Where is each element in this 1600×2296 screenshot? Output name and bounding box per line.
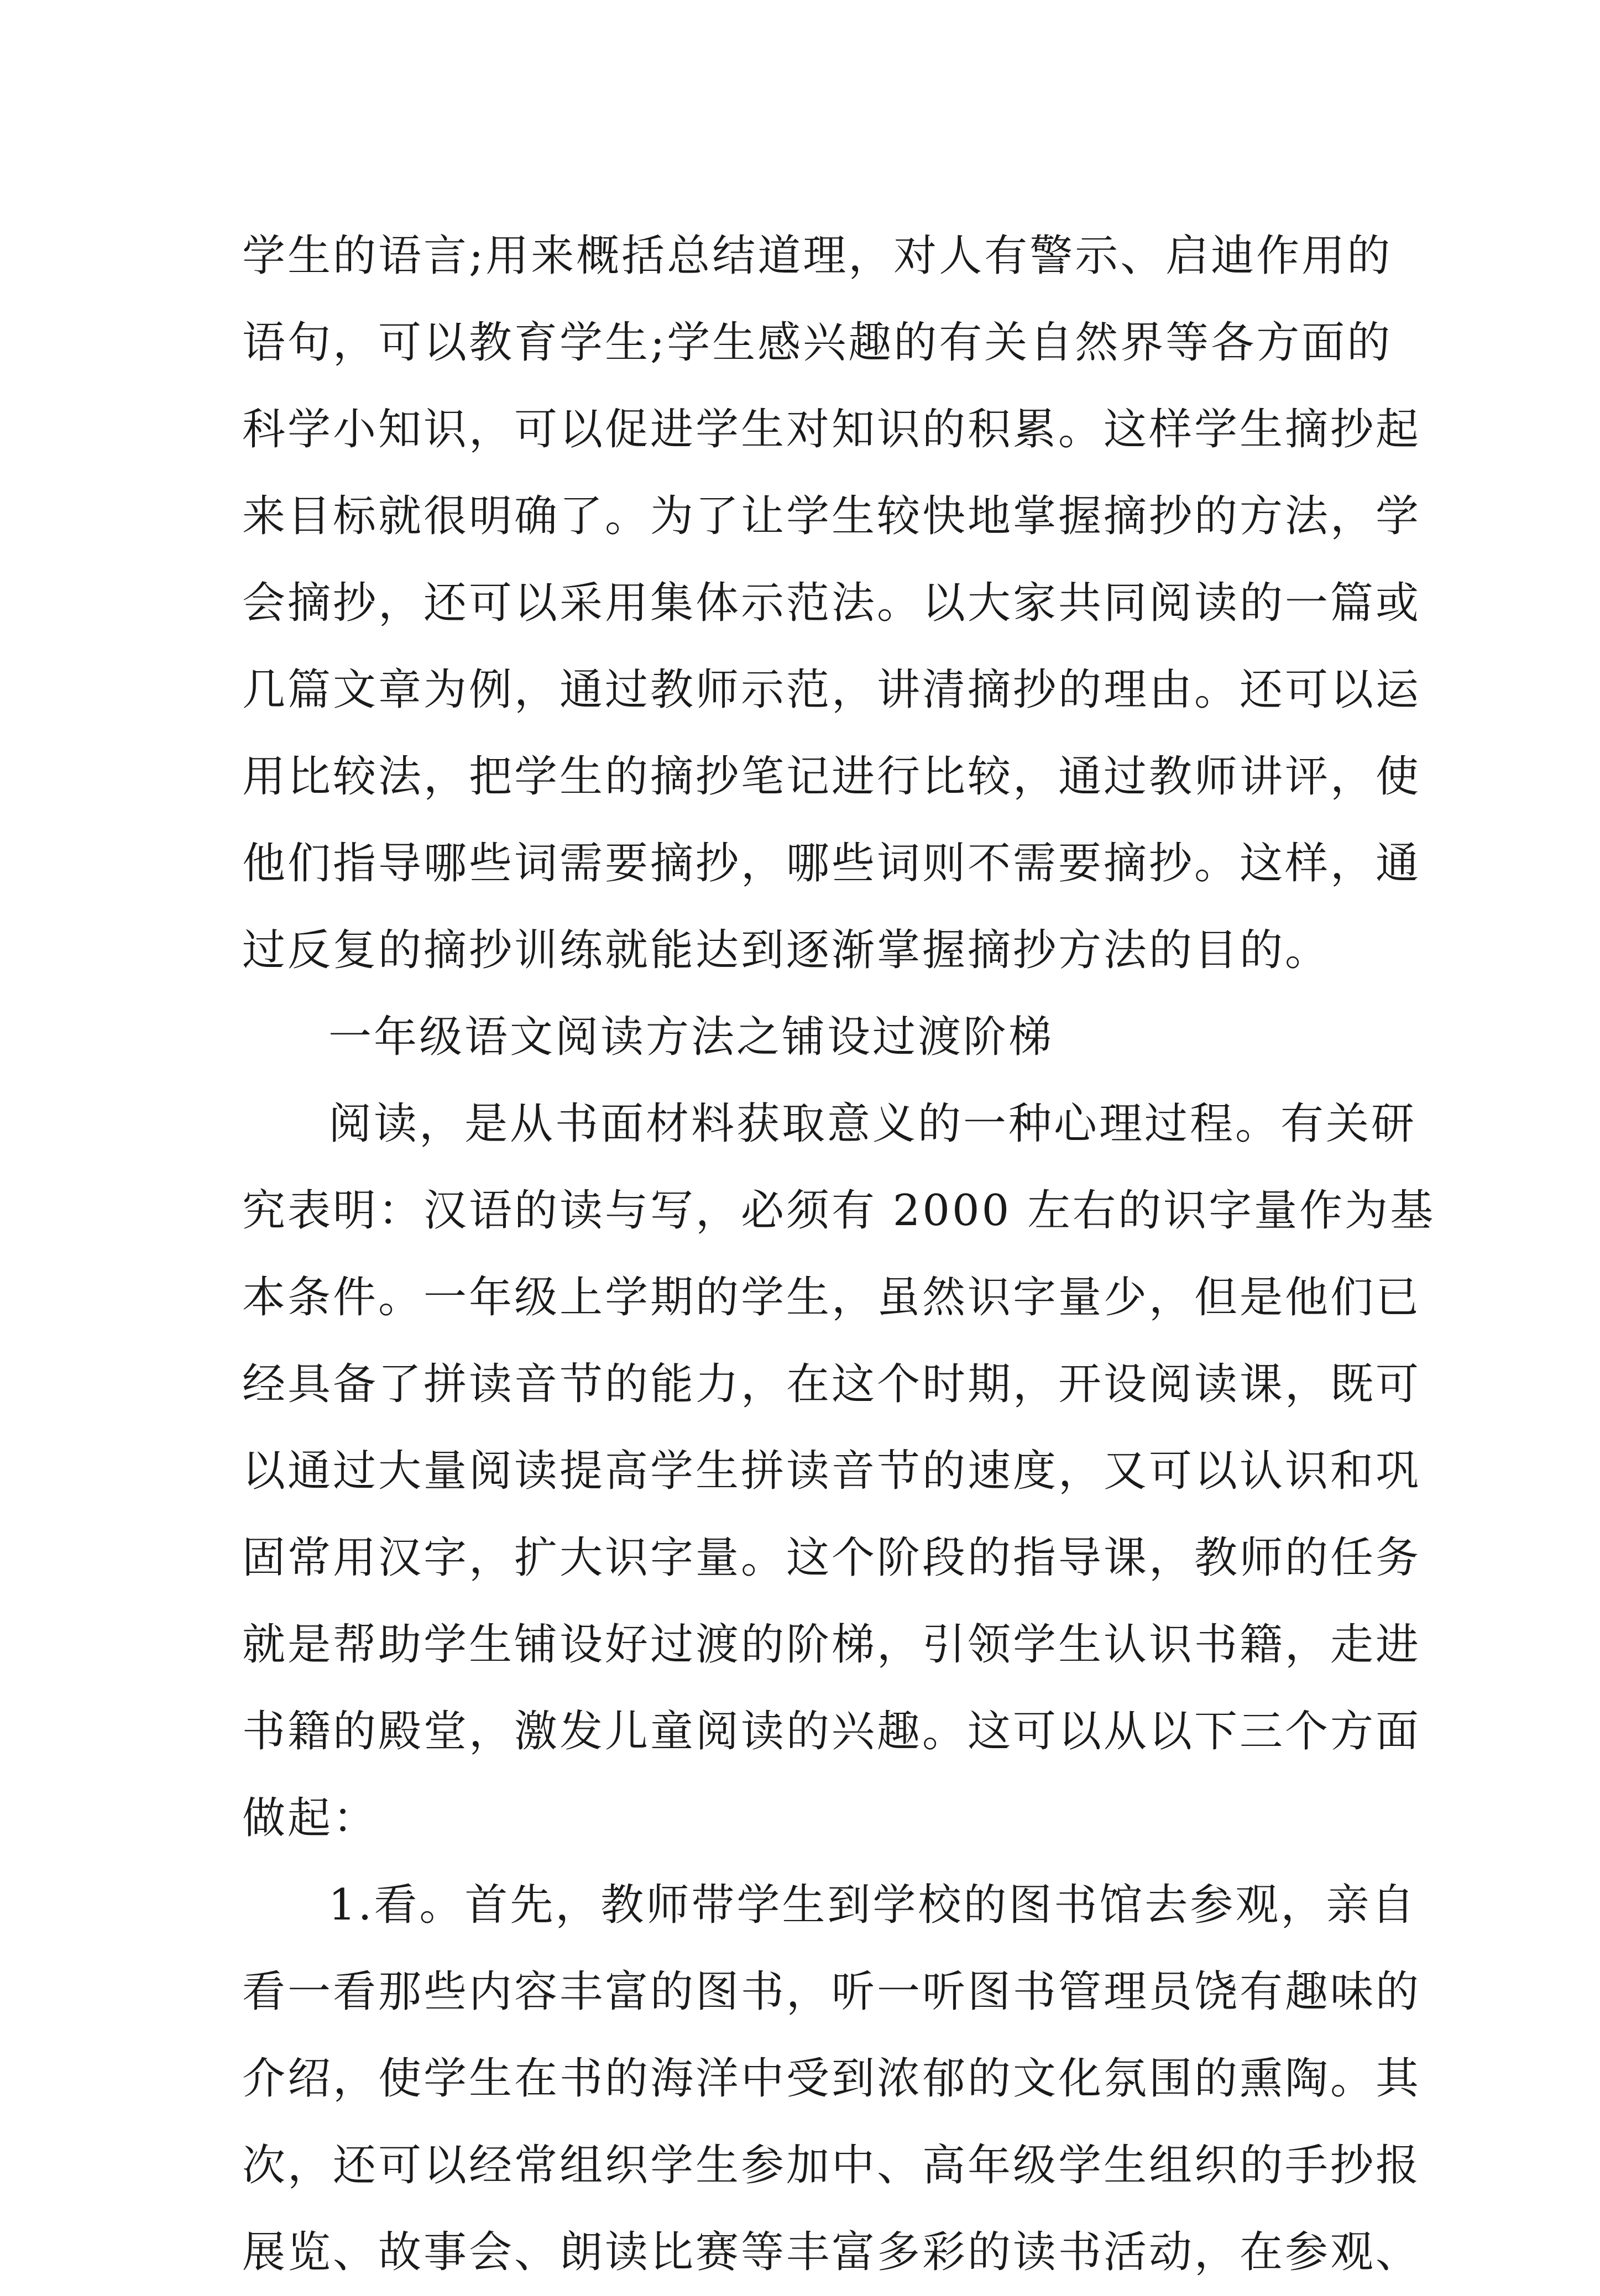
text-line: 过反复的摘抄训练就能达到逐渐掌握摘抄方法的目的。: [242, 925, 1331, 975]
text-line: 看一看那些内容丰富的图书，听一听图书管理员饶有趣味的: [242, 1967, 1421, 2017]
text-line: 展览、故事会、朗读比赛等丰富多彩的读书活动，在参观、: [242, 2227, 1421, 2277]
text-line: 几篇文章为例，通过教师示范，讲清摘抄的理由。还可以运: [242, 665, 1421, 715]
text-line: 固常用汉字，扩大识字量。这个阶段的指导课，教师的任务: [242, 1533, 1421, 1583]
text-line: 他们指导哪些词需要摘抄，哪些词则不需要摘抄。这样，通: [242, 839, 1421, 888]
text-line: 以通过大量阅读提高学生拼读音节的速度，又可以认识和巩: [242, 1446, 1421, 1496]
text-line: 会摘抄，还可以采用集体示范法。以大家共同阅读的一篇或: [242, 578, 1421, 628]
paragraph-excerpt-method: [242, 213, 1421, 994]
text-line: 经具备了拼读音节的能力，在这个时期，开设阅读课，既可: [242, 1359, 1421, 1409]
text-line: 学生的语言;用来概括总结道理，对人有警示、启迪作用的: [242, 231, 1393, 281]
text-line: 1.看。首先，教师带学生到学校的图书馆去参观，亲自: [328, 1880, 1417, 1930]
text-line: 本条件。一年级上学期的学生，虽然识字量少，但是他们已: [242, 1273, 1421, 1322]
text-line: 来目标就很明确了。为了让学生较快地掌握摘抄的方法，学: [242, 491, 1421, 541]
text-line: 科学小知识，可以促进学生对知识的积累。这样学生摘抄起: [242, 405, 1421, 454]
heading-line: 一年级语文阅读方法之铺设过渡阶梯: [328, 1012, 1054, 1062]
body-text: [242, 213, 1436, 2296]
text-line: 次，还可以经常组织学生参加中、高年级学生组织的手抄报: [242, 2141, 1421, 2190]
text-line: 书籍的殿堂，激发儿童阅读的兴趣。这可以从以下三个方面: [242, 1707, 1421, 1756]
paragraph-look: [242, 1862, 1421, 2296]
text-line: 究表明：汉语的读与写，必须有 2000 左右的识字量作为基: [242, 1186, 1436, 1236]
text-line: 就是帮助学生铺设好过渡的阶梯，引领学生认识书籍，走进: [242, 1620, 1421, 1670]
paragraph-reading-intro: [242, 1081, 1436, 1862]
text-line: 做起：: [242, 1793, 379, 1843]
section-heading: [242, 994, 1403, 1081]
text-line: 用比较法，把学生的摘抄笔记进行比较，通过教师讲评，使: [242, 752, 1421, 802]
text-line: 阅读，是从书面材料获取意义的一种心理过程。有关研: [328, 1099, 1417, 1149]
text-line: 语句，可以教育学生;学生感兴趣的有关自然界等各方面的: [242, 318, 1393, 368]
text-line: 介绍，使学生在书的海洋中受到浓郁的文化氛围的熏陶。其: [242, 2054, 1421, 2104]
